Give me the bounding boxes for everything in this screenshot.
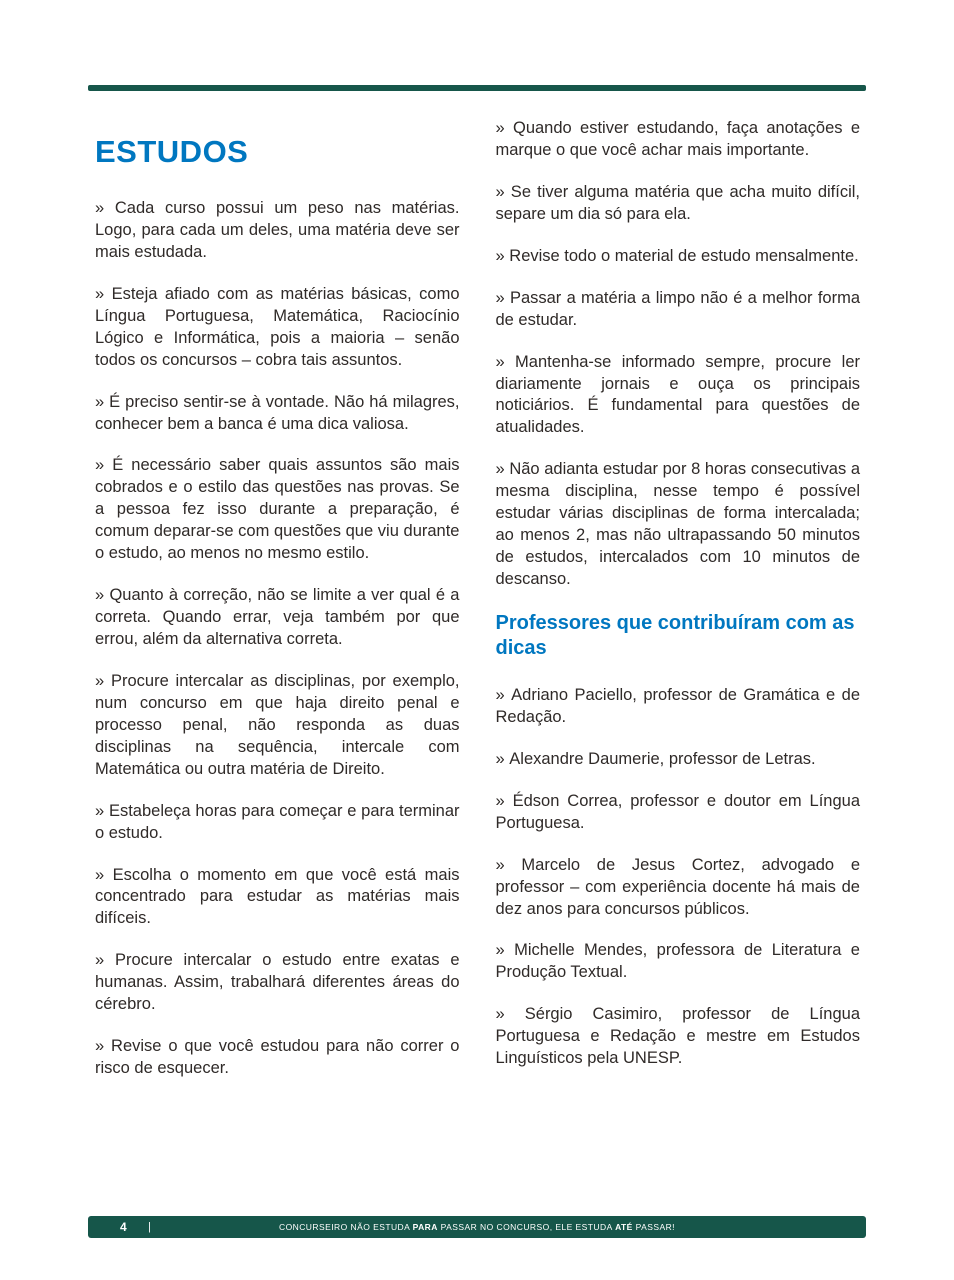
bullet-marker-icon: » (495, 791, 505, 810)
bullet-marker-icon: » (495, 941, 505, 960)
bullet-item: » Quando estiver estudando, faça anotações e marque o que você achar mais importante. (495, 119, 860, 159)
bullet-marker-icon: » (495, 119, 505, 137)
section-subheading: Professores que contribuíram com as dicas (495, 611, 855, 659)
bullet-item: » Passar a matéria a limpo não é a melhor forma de estudar. (495, 288, 860, 329)
bullet-item: » Procure intercalar as disciplinas, por exemplo, num concurso em que haja direito penal e processo penal, não responda as duas disciplinas na sequência, intercale com Matemática ou outra matéria de Direito. (95, 671, 460, 778)
bullet-marker-icon: » (95, 801, 105, 820)
footer-slogan-bold: PARA (412, 1222, 438, 1232)
bullet-item: » Sérgio Casimiro, professor de Língua Portuguesa e Redação e mestre em Estudos Linguísticos pela UNESP. (495, 1005, 860, 1068)
footer-separator: | (148, 1221, 151, 1233)
footer-slogan-text: PASSAR! (632, 1222, 675, 1232)
bullet-item: » Não adianta estudar por 8 horas consecutivas a mesma disciplina, nesse tempo é possível estudar várias disciplinas de forma intercalada; ao menos 2, mas não ultrapassando 50 minutos de estudos, intercalados com 10 minutos de descanso. (495, 460, 860, 588)
bullet-item: » Édson Correa, professor e doutor em Língua Portuguesa. (495, 791, 860, 832)
bullet-item: » Procure intercalar o estudo entre exatas e humanas. Assim, trabalhará diferentes áreas do cérebro. (95, 951, 460, 1014)
bullet-marker-icon: » (95, 951, 105, 970)
bullet-marker-icon: » (495, 1005, 505, 1024)
top-rule (88, 85, 866, 91)
bullet-marker-icon: » (495, 749, 505, 768)
footer-slogan-text: PASSAR NO CONCURSO, ELE ESTUDA (437, 1222, 616, 1232)
bullet-marker-icon: » (95, 456, 105, 475)
bullet-marker-icon: » (95, 865, 105, 884)
bullet-marker-icon: » (495, 685, 505, 704)
bullet-marker-icon: » (95, 1037, 105, 1056)
right-column (496, 118, 861, 1100)
bullet-item: » Michelle Mendes, professora de Literatura e Produção Textual. (495, 941, 860, 982)
page-title: ESTUDOS (95, 134, 249, 169)
bullet-item: » Alexandre Daumerie, professor de Letras. (495, 749, 816, 768)
bullet-marker-icon: » (495, 855, 505, 874)
bullet-item: » Adriano Paciello, professor de Gramática e de Redação. (495, 685, 860, 726)
bullet-marker-icon: » (495, 288, 505, 307)
footer-bar (88, 1216, 866, 1238)
bullet-item: » Mantenha-se informado sempre, procure ler diariamente jornais e ouça os principais noticiários. É fundamental para questões de atualidades. (495, 352, 860, 437)
bullet-item: » Esteja afiado com as matérias básicas, como Língua Portuguesa, Matemática, Raciocínio Lógico e Informática, pois a maioria – senão todos os concursos – cobra tais assuntos. (95, 284, 460, 369)
bullet-item: » Escolha o momento em que você está mais concentrado para estudar as matérias mais difíceis. (95, 865, 460, 928)
page-number: 4 (120, 1220, 127, 1234)
right-column-list-bottom (496, 685, 861, 1070)
bullet-item: » Se tiver alguma matéria que acha muito difícil, separe um dia só para ela. (495, 182, 860, 223)
bullet-marker-icon: » (495, 352, 505, 371)
bullet-marker-icon: » (95, 284, 105, 303)
bullet-item: » É necessário saber quais assuntos são mais cobrados e o estilo das questões nas provas. Se a pessoa fez isso durante a preparação, é comum deparar-se com questões que viu durante o estudo, ao menos no mesmo estilo. (95, 456, 460, 563)
bullet-item: » Estabeleça horas para começar e para terminar o estudo. (95, 801, 460, 842)
bullet-marker-icon: » (495, 246, 505, 265)
bullet-item: » Cada curso possui um peso nas matérias. Logo, para cada um deles, uma matéria deve ser mais estudada. (95, 199, 460, 261)
bullet-item: » Quanto à correção, não se limite a ver qual é a correta. Quando errar, veja também por que errou, além da alternativa correta. (95, 586, 460, 648)
left-column (95, 118, 460, 1100)
bullet-marker-icon: » (95, 392, 105, 411)
bullet-item: » Revise o que você estudou para não correr o risco de esquecer. (95, 1037, 460, 1078)
bullet-marker-icon: » (95, 586, 105, 605)
bullet-item: » Marcelo de Jesus Cortez, advogado e professor – com experiência docente há mais de dez anos para concursos públicos. (495, 855, 860, 918)
bullet-marker-icon: » (95, 199, 105, 217)
footer-slogan (88, 1222, 866, 1232)
left-column-list (95, 198, 460, 1080)
footer-slogan-bold: ATÉ (615, 1222, 633, 1232)
bullet-item: » É preciso sentir-se à vontade. Não há milagres, conhecer bem a banca é uma dica valiosa. (95, 392, 460, 433)
bullet-item: » Revise todo o material de estudo mensalmente. (495, 246, 859, 265)
footer-slogan-text: CONCURSEIRO NÃO ESTUDA (278, 1222, 413, 1232)
bullet-marker-icon: » (495, 460, 505, 479)
right-column-list-top (496, 118, 861, 591)
bullet-marker-icon: » (95, 671, 105, 690)
bullet-marker-icon: » (495, 182, 505, 201)
page-content (95, 118, 860, 1100)
